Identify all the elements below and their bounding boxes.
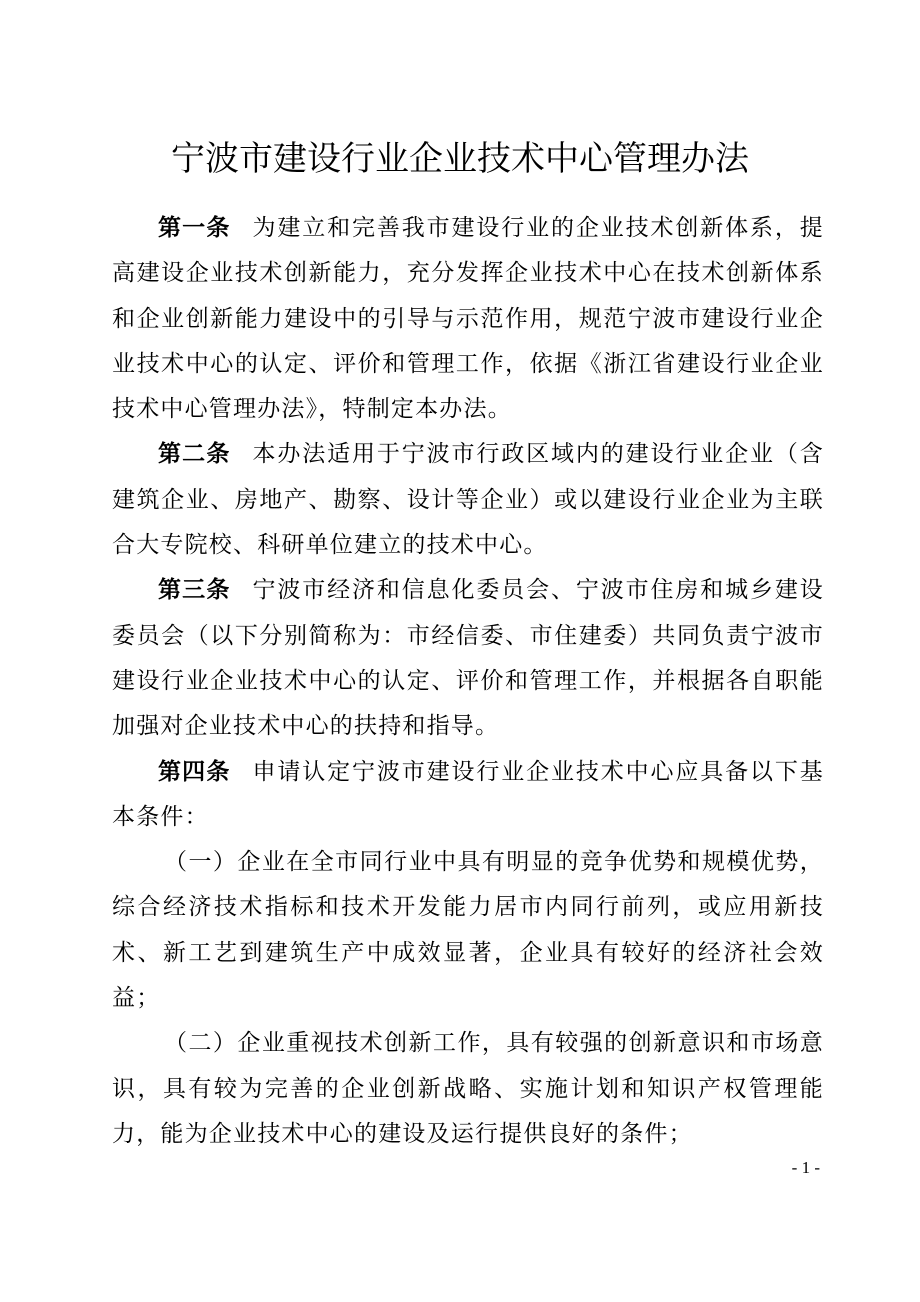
article-text: 为建立和完善我市建设行业的企业技术创新体系，提高建设企业技术创新能力，充分发挥企业技术中心在技术创新体系和企业创新能力建设中的引导与示范作用，规范宁波市建设行业企业技术中心的认定、评价和管理工作，依据《浙江省建设行业企业技术中心管理办法》，特制定本办法。 — [112, 215, 824, 423]
article-1 — [112, 206, 824, 432]
condition-item-1: （一）企业在全市同行业中具有明显的竞争优势和规模优势，综合经济技术指标和技术开发能力居市内同行前列，或应用新技术、新工艺到建筑生产中成效显著，企业具有较好的经济社会效益； — [112, 849, 824, 1012]
article-label: 第四条 — [158, 758, 231, 785]
article-text: 宁波市经济和信息化委员会、宁波市住房和城乡建设委员会（以下分别简称为：市经信委、市住建委）共同负责宁波市建设行业企业技术中心的认定、评价和管理工作，并根据各自职能加强对企业技术中心的扶持和指导。 — [112, 577, 824, 740]
article-2 — [112, 432, 824, 568]
page-number: - 1 - — [791, 1158, 820, 1177]
article-label: 第一条 — [158, 215, 231, 241]
article-label: 第二条 — [158, 441, 231, 468]
article-label: 第三条 — [158, 577, 231, 604]
document-body — [112, 206, 824, 1157]
article-text: 本办法适用于宁波市行政区域内的建设行业企业（含建筑企业、房地产、勘察、设计等企业）或以建设行业企业为主联合大专院校、科研单位建立的技术中心。 — [112, 441, 824, 559]
document-title: 宁波市建设行业企业技术中心管理办法 — [171, 138, 749, 179]
article-3 — [112, 568, 824, 749]
condition-item-2: （二）企业重视技术创新工作，具有较强的创新意识和市场意识，具有较为完善的企业创新战略、实施计划和知识产权管理能力，能为企业技术中心的建设及运行提供良好的条件； — [112, 1030, 824, 1147]
article-4 — [112, 750, 824, 841]
article-text: 申请认定宁波市建设行业企业技术中心应具备以下基本条件： — [112, 758, 824, 830]
